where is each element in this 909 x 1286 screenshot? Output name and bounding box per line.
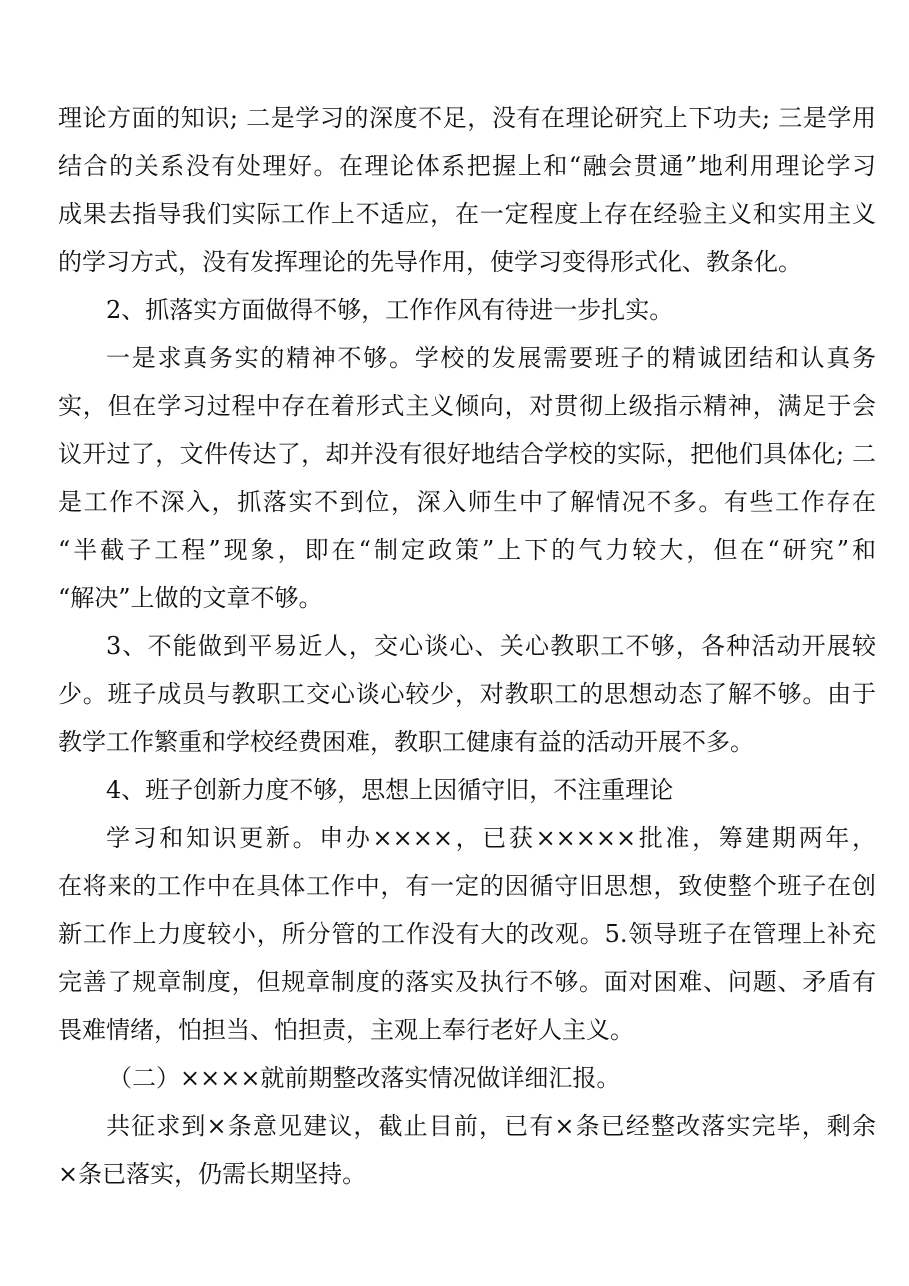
text-line: 成果去指导我们实际工作上不适应，在一定程度上存在经验主义和实用主义 [58, 200, 876, 228]
section-heading-4: 4、班子创新力度不够，思想上因循守旧，不注重理论 [106, 776, 674, 804]
text-line: 完善了规章制度，但规章制度的落实及执行不够。面对困难、问题、矛盾有 [58, 968, 876, 996]
text-line: 学习和知识更新。申办××××，已获×××××批准，筹建期两年， [106, 824, 876, 852]
section-heading-part-2: （二）××××就前期整改落实情况做详细汇报。 [108, 1064, 621, 1092]
text-line: 共征求到×条意见建议，截止目前，已有×条已经整改落实完毕，剩余 [106, 1112, 876, 1140]
text-line: “半截子工程”现象，即在“制定政策”上下的气力较大，但在“研究”和 [58, 536, 876, 564]
text-line: 少。班子成员与教职工交心谈心较少，对教职工的思想动态了解不够。由于 [58, 680, 876, 708]
text-line: 教学工作繁重和学校经费困难，教职工健康有益的活动开展不多。 [58, 728, 754, 756]
section-heading-2: 2、抓落实方面做得不够，工作作风有待进一步扎实。 [106, 296, 674, 324]
text-line: ×条已落实，仍需长期坚持。 [58, 1160, 367, 1188]
text-line: 结合的关系没有处理好。在理论体系把握上和“融会贯通”地利用理论学习 [58, 152, 876, 180]
text-line: 理论方面的知识; 二是学习的深度不足，没有在理论研究上下功夫; 三是学用 [58, 104, 876, 132]
section-heading-3: 3、不能做到平易近人，交心谈心、关心教职工不够，各种活动开展较 [106, 632, 876, 660]
text-line: 的学习方式，没有发挥理论的先导作用，使学习变得形式化、教条化。 [58, 248, 802, 276]
text-line: 实，但在学习过程中存在着形式主义倾向，对贯彻上级指示精神，满足于会 [58, 392, 876, 420]
text-line: 在将来的工作中在具体工作中，有一定的因循守旧思想，致使整个班子在创 [58, 872, 876, 900]
text-line: 畏难情绪，怕担当、怕担责，主观上奉行老好人主义。 [58, 1016, 634, 1044]
text-line: 议开过了，文件传达了，却并没有很好地结合学校的实际，把他们具体化; 二 [58, 440, 876, 468]
text-line: 是工作不深入，抓落实不到位，深入师生中了解情况不多。有些工作存在 [58, 488, 876, 516]
text-line: 一是求真务实的精神不够。学校的发展需要班子的精诚团结和认真务 [106, 344, 876, 372]
text-line: “解决”上做的文章不够。 [58, 584, 323, 612]
text-line: 新工作上力度较小，所分管的工作没有大的改观。5.领导班子在管理上补充 [58, 920, 876, 948]
